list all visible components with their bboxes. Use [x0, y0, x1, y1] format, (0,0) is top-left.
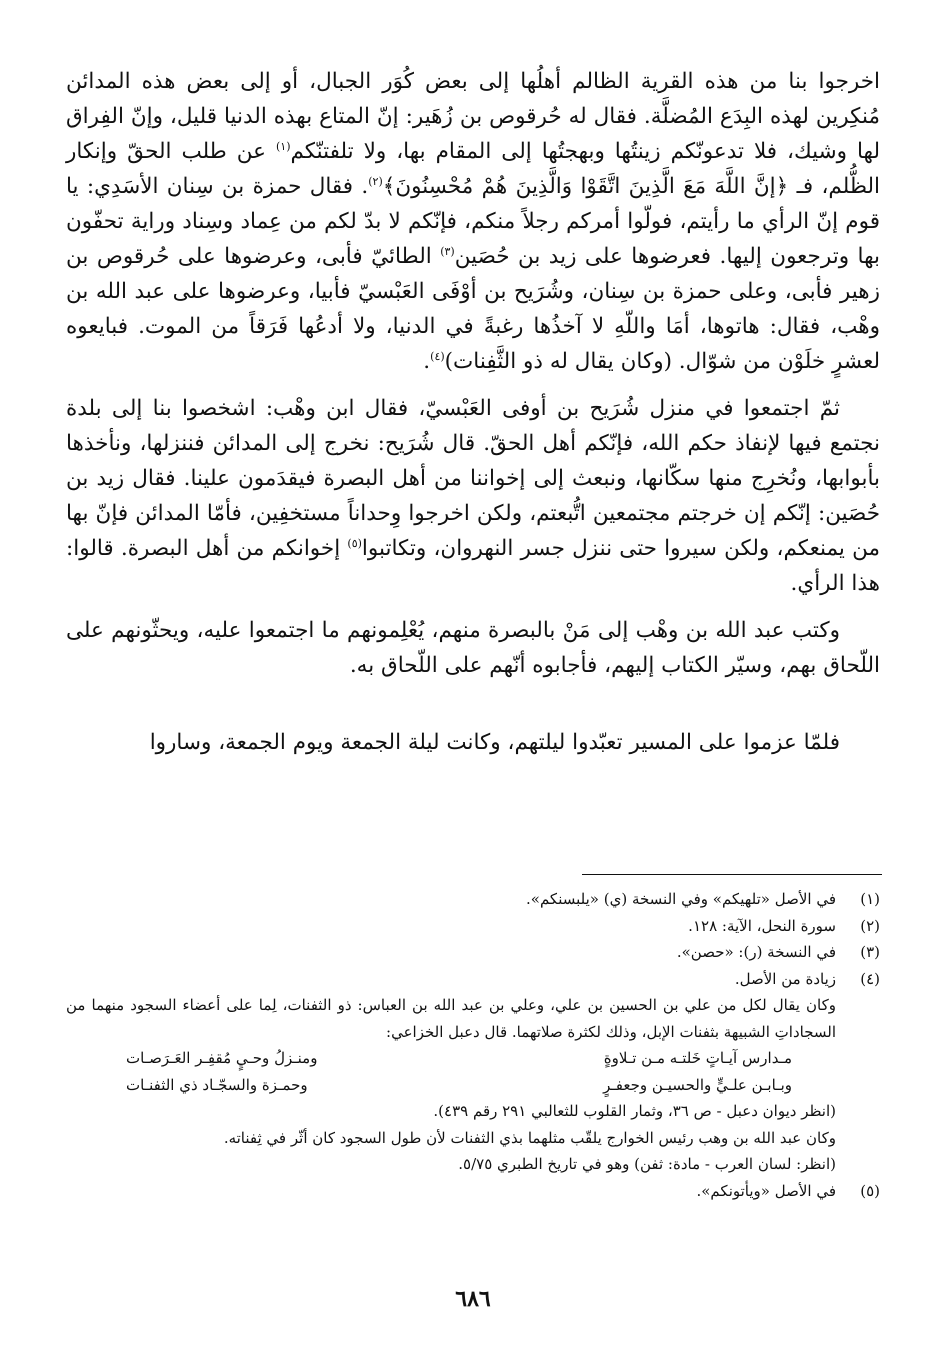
footnote-ref-4: (٤)	[430, 349, 445, 363]
verse-second-hemistich: ومنـزلُ وحـيٍ مُقفِـر العَـرَصـات	[126, 1049, 318, 1067]
footnote-text: في الأصل «تلهيكم» وفي النسخة (ي) «يلبسنكم».	[526, 890, 836, 908]
footnote-ref-3: (٣)	[440, 244, 455, 258]
footnote-1	[66, 886, 880, 913]
footnote-4-continuation: وكان يقال لكل من علي بن الحسين بن علي، وعلي بن عبد الله بن العباس: ذو الثفنات، لِما على أعضاء السجود منهما من السجاداتِ الشبيهة بثفنات الإبل، وذلك لكثرة صلاتهما. قال دعبل الخزاعي:	[66, 996, 836, 1041]
footnote-2	[66, 913, 880, 940]
paragraph-2: ثمّ اجتمعوا في منزل شُرَيح بن أوفى العَبْسيّ، فقال ابن وهْب: اشخصوا بنا إلى بلدة نجتمع فيها لإنفاذ حكم الله، فإنّكم أهل الحقّ. قال شُرَيح: نخرج إلى المدائن فننزلها، ونأخذها بأبوابها، ونُخرِج منها سكّانها، ونبعث إلى إخواننا من أهل البصرة فيقدَمون علينا. فقال زيد بن حُصَين: إنّكم إن خرجتم مجتمعين اتُّبعتم، ولكن اخرجوا وِحداناً مستخفِين، فأمّا المدائن فإنّ بها من يمنعكم، ولكن سيروا حتى ننزل جسر النهروان، وتكاتبوا$^{(٥)}$ إخوانكم من أهل البصرة. قالوا: هذا الرأي.	[66, 396, 880, 596]
footnotes	[66, 886, 880, 1204]
verse-first-hemistich: وبـابـن علـيٍّ والحسيـن وجعفـرٍ	[603, 1075, 792, 1094]
footnote-number: (٤)	[860, 969, 880, 988]
footnote-ref-2: (٢)	[368, 174, 383, 188]
paragraph-4: فلمّا عزموا على المسير تعبّدوا ليلتهم، وكانت ليلة الجمعة ويوم الجمعة، وساروا	[149, 730, 840, 755]
footnote-5	[66, 1178, 880, 1205]
footnote-text: في الأصل «ويأتونكم».	[696, 1181, 836, 1200]
main-text	[66, 64, 880, 760]
footnote-4	[66, 966, 880, 993]
paragraph-1: اخرجوا بنا من هذه القرية الظالم أهلُها إلى بعض كُوَر الجبال، أو إلى بعض هذه المدائن مُنكِرين لهذه البِدَع المُضلَّة. فقال له حُرقوص بن زُهَير: إنّ المتاع بهذه الدنيا قليل، وإنّ الفِراق لها وشيك، فلا تدعونّكم زينتُها وبهجتُها إلى المقام بها، ولا تلفتنّكم$^{(١)}$ عن طلب الحقّ وإنكار الظُّلم، فـ ﴿إنَّ اللَّهَ مَعَ الَّذِينَ اتَّقَوْا وَالَّذِينَ هُمْ مُحْسِنُونَ﴾$^{(٢)}$. فقال حمزة بن سِنان الأسَدِي: يا قوم إنّ الرأي ما رأيتم، فولّوا أمركم رجلاً منكم، فإنّكم لا بدّ لكم من عِماد وسِناد وراية تحفّون بها وترجعون إليها. فعرضوها على زيد بن حُصَين$^{(٣)}$ الطائيّ فأبى، وعرضوها على حُرقوص بن زهير فأبى، وعلى حمزة بن سِنان، وشُرَيح بن أوْفَى العَبْسيّ فأبيا، وعرضوها على عبد الله بن وهْب، فقال: هاتوها، أمَا واللّهِ لا آخذُها رغبةً في الدنيا، ولا أدعُها فَرَقاً من الموت. فبايعوه لعشرٍ خلَوْن من شوّال. (وكان يقال له ذو الثَّفِنات)$^{(٤)}$.	[66, 69, 880, 374]
footnote-text: زيادة من الأصل.	[734, 969, 836, 988]
verse-second-hemistich: وحمـزة والسجّـاد ذي الثفنـات	[126, 1075, 308, 1094]
footnote-text: في النسخة (ر): «حصن».	[676, 943, 836, 961]
poem-verse-2	[66, 1072, 880, 1099]
footnote-number: (٣)	[860, 943, 880, 961]
footnote-ref-5: (٥)	[347, 536, 362, 550]
footnote-ref-1: (١)	[275, 139, 291, 153]
footnote-4-source: (انظر ديوان دعبل - ص ٣٦، وثمار القلوب للثعالبي ٢٩١ رقم ٤٣٩).	[433, 1102, 836, 1120]
footnote-number: (٥)	[860, 1181, 880, 1200]
footnote-text: سورة النحل، الآية: ١٢٨.	[688, 916, 836, 935]
footnote-number: (٢)	[860, 916, 880, 935]
footnote-number: (١)	[860, 890, 880, 908]
poem-verse-1	[66, 1045, 880, 1072]
footnote-3	[66, 939, 880, 966]
footnote-4-source-2: (انظر: لسان العرب - مادة: ثفن) وهو في تاريخ الطبري ٥/٧٥.	[458, 1155, 836, 1173]
paragraph-3: وكتب عبد الله بن وهْب إلى مَنْ بالبصرة منهم، يُعْلِمونهم ما اجتمعوا عليه، ويحثّونهم على اللّحاق بهم، وسيّر الكتاب إليهم، فأجابوه أنّهم على اللّحاق به.	[66, 618, 880, 678]
verse-first-hemistich: مـدارس آيـاتٍ خَلتـه مـن تـلاوةٍ	[603, 1049, 792, 1067]
page-number: ٦٨٦	[455, 1286, 491, 1312]
footnote-separator	[582, 874, 882, 875]
footnote-4-note: وكان عبد الله بن وهب رئيس الخوارج يلقّب مثلهما بذي الثفنات لأن طول السجود كان أثّر في ثِفناته.	[223, 1128, 836, 1147]
